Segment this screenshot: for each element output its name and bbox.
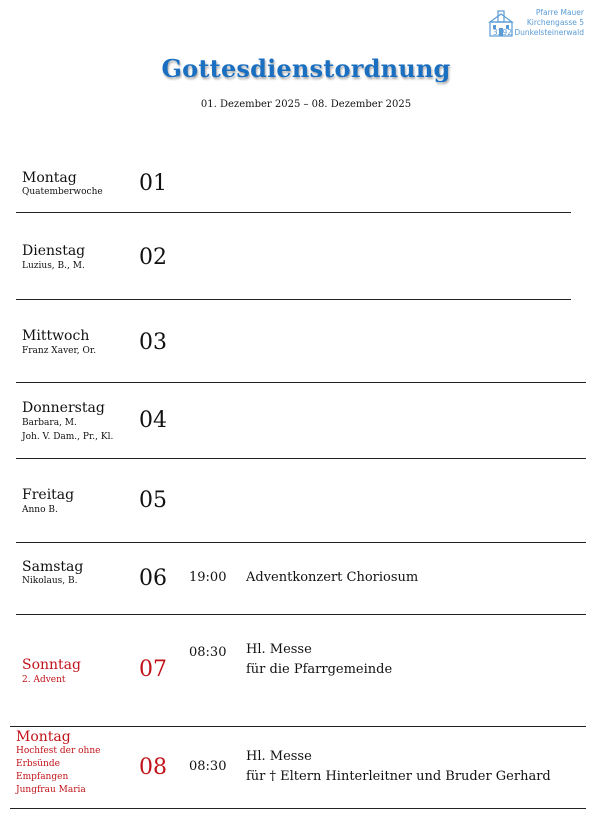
day-name: Montag: [16, 729, 71, 745]
day-date: 04: [139, 408, 167, 433]
day-date: 07: [139, 657, 167, 682]
row-divider: [16, 542, 586, 543]
row-divider: [16, 458, 586, 459]
parish-address: [493, 8, 584, 38]
parish-logo: [488, 8, 584, 42]
day-saint: Hochfest der ohne: [16, 746, 101, 756]
event-time: 19:00: [189, 570, 227, 585]
event-title: Adventkonzert Choriosum: [246, 570, 419, 585]
day-date: 03: [139, 330, 167, 355]
day-date: 02: [139, 245, 167, 270]
event-title: Hl. Messe: [246, 749, 312, 764]
parish-name: Pfarre Mauer: [535, 8, 584, 17]
day-date: 08: [139, 755, 167, 780]
day-saint: Joh. V. Dam., Pr., Kl.: [22, 432, 114, 442]
day-saint: Quatemberwoche: [22, 187, 103, 197]
day-name: Mittwoch: [22, 328, 90, 344]
day-name: Samstag: [22, 559, 84, 575]
date-range: 01. Dezember 2025 – 08. Dezember 2025: [200, 99, 412, 110]
event-title: Hl. Messe: [246, 642, 312, 657]
day-name: Dienstag: [22, 243, 86, 259]
day-name: Donnerstag: [22, 400, 105, 416]
day-saint: Anno B.: [22, 505, 58, 515]
parish-town: 3392 Dunkelsteinerwald: [492, 28, 584, 37]
event-time: 08:30: [189, 759, 227, 774]
day-saint: 2. Advent: [22, 675, 66, 685]
row-divider: [16, 212, 571, 213]
row-divider: [10, 808, 586, 809]
day-saint: Nikolaus, B.: [22, 576, 78, 586]
event-time: 08:30: [189, 645, 227, 660]
day-name: Sonntag: [22, 657, 81, 673]
event-intention: für † Eltern Hinterleitner und Bruder Gerhard: [246, 769, 551, 784]
day-saint: Empfangen: [16, 772, 69, 782]
event-intention: für die Pfarrgemeinde: [246, 662, 393, 677]
day-name: Montag: [22, 170, 77, 186]
day-date: 06: [139, 566, 167, 591]
parish-street: Kirchengasse 5: [526, 18, 584, 27]
row-divider: [16, 614, 586, 615]
day-name: Freitag: [22, 487, 75, 503]
day-saint: Luzius, B., M.: [22, 261, 85, 271]
row-divider: [16, 299, 571, 300]
day-saint: Erbsünde: [16, 759, 60, 769]
day-saint: Barbara, M.: [22, 418, 77, 428]
day-saint: Jungfrau Maria: [16, 785, 86, 795]
day-date: 01: [139, 171, 167, 196]
day-date: 05: [139, 488, 167, 513]
row-divider: [16, 382, 586, 383]
day-saint: Franz Xaver, Or.: [22, 346, 97, 356]
page-title: Gottesdienstordnung: [161, 54, 451, 83]
row-divider: [10, 726, 586, 727]
